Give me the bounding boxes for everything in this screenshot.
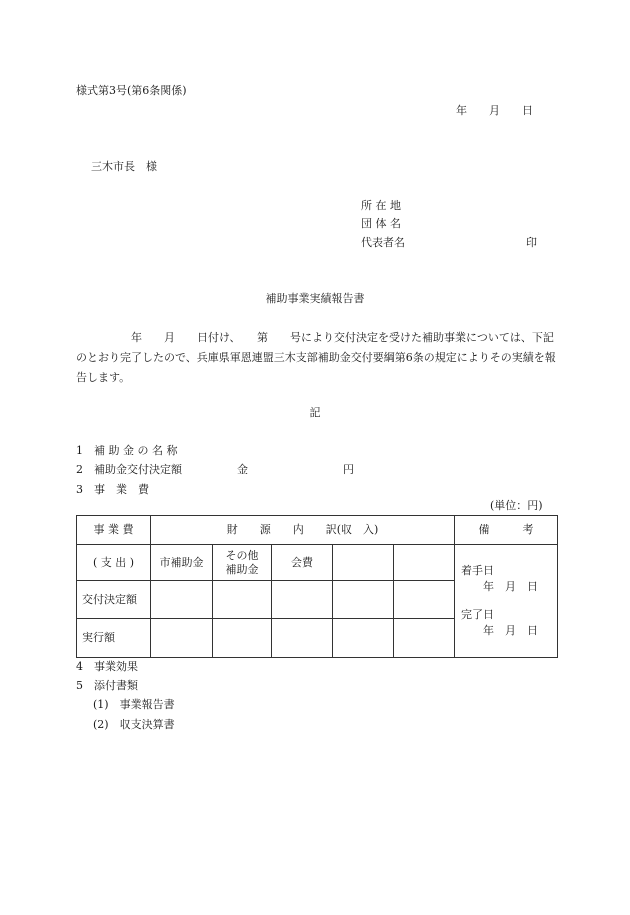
- blank-header-cell: [333, 545, 394, 581]
- actual-amount-label: 実行額: [77, 619, 151, 658]
- table-cell: [272, 619, 333, 658]
- table-subheader-row: [77, 545, 558, 581]
- table-cell: [394, 581, 455, 619]
- document-title: 補助事業実績報告書: [265, 292, 365, 305]
- item-subsidy-name: 1 補 助 金 の 名 称: [76, 444, 178, 457]
- expense-table: [76, 515, 558, 658]
- table-cell: [333, 619, 394, 658]
- table-cell: [151, 581, 213, 619]
- expenditure-header: ( 支 出 ): [77, 545, 151, 581]
- breakdown-header: 財 源 内 訳(収 入): [151, 516, 455, 545]
- address-label: 所 在 地: [361, 199, 401, 212]
- other-subsidy-header: [213, 545, 272, 581]
- remarks-cell: [455, 545, 558, 658]
- item-project-effect: 4 事業効果: [76, 660, 138, 673]
- other-subsidy-line1: その他: [225, 548, 259, 562]
- table-cell: [213, 581, 272, 619]
- ki-heading: 記: [309, 406, 321, 419]
- start-date-value: 年 月 日: [483, 580, 539, 593]
- decision-amount-label: 交付決定額: [77, 581, 151, 619]
- blank-header-cell: [394, 545, 455, 581]
- remarks-header: 備 考: [455, 516, 558, 545]
- form-number: 様式第3号(第6条関係): [76, 84, 187, 97]
- completion-date-value: 年 月 日: [483, 624, 539, 637]
- table-cell: [213, 619, 272, 658]
- table-cell: [394, 619, 455, 658]
- table-cell: [272, 581, 333, 619]
- attachment-settlement-report: (2) 収支決算書: [93, 718, 175, 731]
- report-body: 年 月 日付け、 第 号により交付決定を受けた補助事業については、下記のとおり完了したので、兵庫県軍恩連盟三木支部補助金交付要綱第6条の規定によりその実績を報告します。: [76, 331, 556, 384]
- completion-date-label: 完了日: [461, 608, 495, 621]
- item-attachments: 5 添付書類: [76, 679, 138, 692]
- other-subsidy-line2: 補助金: [225, 562, 259, 576]
- amount-prefix: 金: [237, 463, 248, 476]
- seal-mark: 印: [526, 236, 537, 249]
- unit-label: (単位：円): [490, 499, 543, 512]
- group-name-label: 団 体 名: [361, 217, 401, 230]
- cost-header: 事 業 費: [77, 516, 151, 545]
- amount-suffix: 円: [343, 463, 354, 476]
- table-cell: [151, 619, 213, 658]
- membership-fee-header: 会費: [272, 545, 333, 581]
- city-subsidy-header: 市補助金: [151, 545, 213, 581]
- item-decision-amount: 2 補助金交付決定額: [76, 463, 182, 476]
- representative-label: 代表者名: [361, 236, 405, 249]
- addressee: 三木市長 様: [91, 160, 157, 173]
- table-header-row: [77, 516, 558, 545]
- table-cell: [333, 581, 394, 619]
- attachment-business-report: (1) 事業報告書: [93, 698, 175, 711]
- report-date: 年 月 日: [456, 104, 533, 117]
- item-project-cost: 3 事 業 費: [76, 483, 149, 496]
- start-date-label: 着手日: [461, 564, 495, 577]
